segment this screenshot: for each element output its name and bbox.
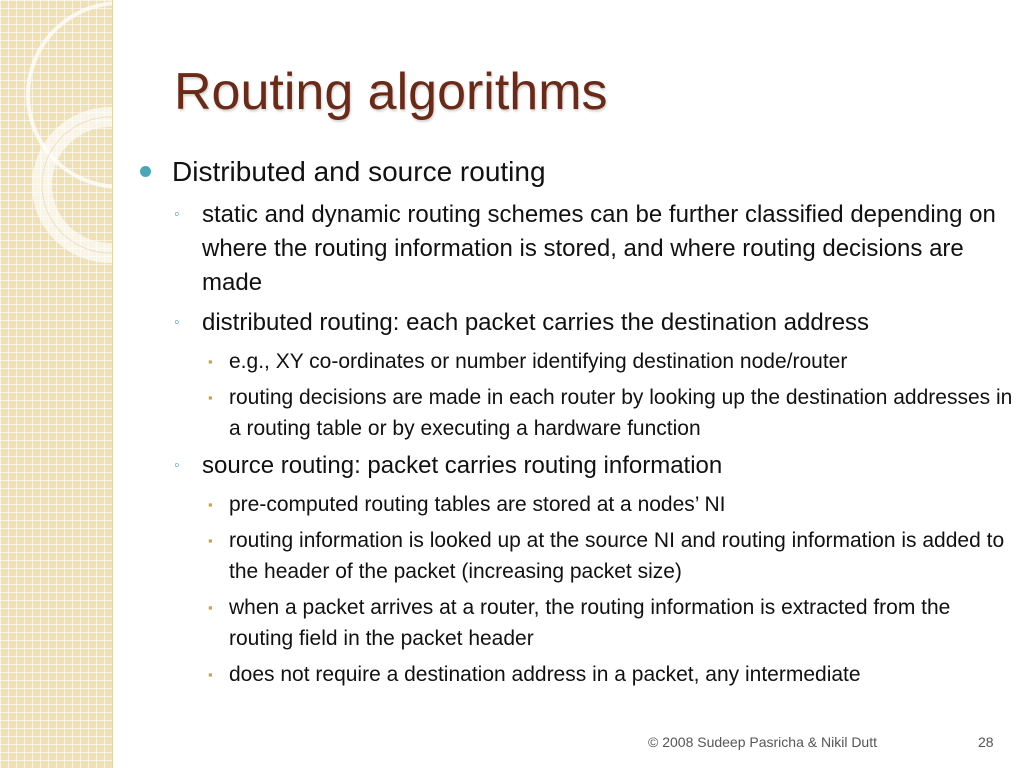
decorative-rings-graphic — [0, 0, 112, 768]
page-number: 28 — [978, 734, 994, 750]
bullet-text: pre-computed routing tables are stored at a nodes’ NI — [229, 493, 726, 516]
ring-bullet-icon: ◦ — [174, 206, 180, 223]
bullet-item — [140, 154, 1016, 190]
small-square-bullet-icon: ▪ — [208, 667, 213, 682]
bullet-list — [140, 154, 1016, 695]
small-square-bullet-icon: ▪ — [208, 600, 213, 615]
bullet-text: e.g., XY co-ordinates or number identifying destination node/router — [229, 350, 848, 373]
bullet-item — [140, 489, 1016, 520]
copyright-footer: © 2008 Sudeep Pasricha & Nikil Dutt — [648, 734, 877, 750]
ring-bullet-icon: ◦ — [174, 457, 180, 474]
bullet-text: static and dynamic routing schemes can be further classified depending on where the routing information is stored, and where routing decisions are made — [202, 201, 996, 296]
bullet-item — [140, 382, 1016, 444]
small-square-bullet-icon: ▪ — [208, 497, 213, 512]
bullet-text: Distributed and source routing — [172, 156, 546, 187]
bullet-text: source routing: packet carries routing information — [202, 452, 723, 479]
slide-title: Routing algorithms — [174, 63, 608, 121]
ring-bullet-icon: ◦ — [174, 314, 180, 331]
bullet-text: when a packet arrives at a router, the routing information is extracted from the routing field in the packet header — [229, 596, 951, 650]
bullet-item — [140, 525, 1016, 587]
dot-bullet-icon — [140, 166, 151, 177]
small-square-bullet-icon: ▪ — [208, 533, 213, 548]
small-square-bullet-icon: ▪ — [208, 354, 213, 369]
bullet-item — [140, 659, 1016, 690]
bullet-item — [140, 449, 1016, 483]
bullet-text: does not require a destination address in a packet, any intermediate — [229, 663, 861, 686]
decorative-side-panel — [0, 0, 113, 768]
bullet-text: routing decisions are made in each router by looking up the destination addresses in a routing table or by executing a hardware function — [229, 386, 1013, 440]
bullet-item — [140, 346, 1016, 377]
bullet-item — [140, 306, 1016, 340]
bullet-item — [140, 592, 1016, 654]
small-square-bullet-icon: ▪ — [208, 390, 213, 405]
bullet-text: distributed routing: each packet carries the destination address — [202, 309, 870, 336]
bullet-item — [140, 198, 1016, 300]
bullet-text: routing information is looked up at the source NI and routing information is added to the header of the packet (increasing packet size) — [229, 529, 1005, 583]
